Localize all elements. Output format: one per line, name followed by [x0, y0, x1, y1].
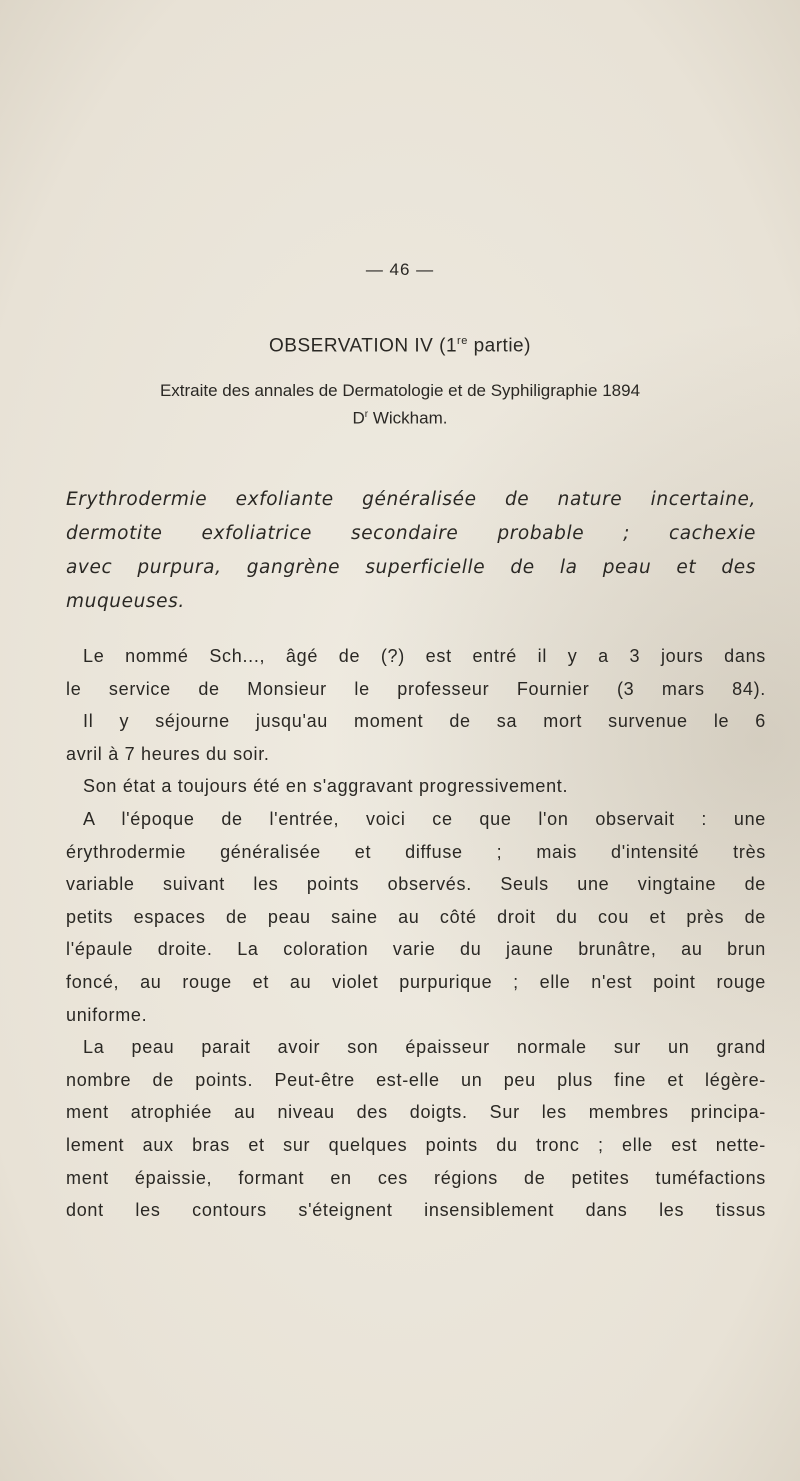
body-line: Le nommé Sch..., âgé de (?) est entré il y a 3 jours dans [83, 646, 766, 666]
observation-title-text: OBSERVATION IV (1 [269, 335, 458, 357]
source-author-sup: r [364, 409, 369, 420]
page-number: — 46 — [365, 260, 435, 279]
observation-title [0, 335, 800, 357]
body-line: le service de Monsieur le professeur Fournier (3 mars 84). [66, 678, 766, 699]
body-line: Il y séjourne jusqu'au moment de sa mort survenue le 6 [83, 711, 766, 732]
observation-title-suffix: partie) [467, 335, 531, 357]
body-line: ment épaissie, formant en ces régions de petites tuméfactions [66, 1167, 766, 1188]
source-reference [0, 379, 800, 431]
source-author-name: Wickham. [368, 408, 448, 428]
body-line: A l'époque de l'entrée, voici ce que l'on observait : une [83, 808, 766, 829]
body-text [66, 640, 766, 1227]
body-line: uniforme. [66, 1004, 148, 1025]
body-line: petits espaces de peau saine au côté droit du cou et près de [66, 906, 766, 927]
heading-line: Erythrodermie exfoliante généralisée de nature incertaine, [66, 489, 756, 510]
body-line: ment atrophiée au niveau des doigts. Sur les membres principa- [66, 1102, 766, 1123]
body-line: avril à 7 heures du soir. [66, 743, 270, 764]
body-line: dont les contours s'éteignent insensiblement dans les tissus [66, 1200, 766, 1221]
body-line: lement aux bras et sur quelques points du tronc ; elle est nette- [66, 1134, 766, 1155]
source-author [0, 403, 800, 431]
source-line: Extraite des annales de Dermatologie et de Syphiligraphie 1894 [159, 381, 641, 400]
body-line: variable suivant les points observés. Seuls une vingtaine de [66, 874, 766, 895]
source-author-prefix: D [352, 408, 365, 428]
body-line: érythrodermie généralisée et diffuse ; mais d'intensité très [66, 841, 766, 862]
heading-line: muqueuses. [66, 591, 185, 612]
body-line: l'épaule droite. La coloration varie du jaune brunâtre, au brun [66, 939, 766, 960]
case-heading [66, 483, 756, 619]
body-line: nombre de points. Peut-être est-elle un peu plus fine et légère- [66, 1069, 766, 1090]
heading-line: dermotite exfoliatrice secondaire probable ; cachexie [66, 523, 756, 544]
body-line: Son état a toujours été en s'aggravant progressivement. [83, 776, 569, 797]
body-line: La peau parait avoir son épaisseur normale sur un grand [83, 1037, 766, 1058]
observation-title-sup: re [457, 335, 468, 347]
heading-line: avec purpura, gangrène superficielle de la peau et des [66, 557, 756, 578]
body-line: foncé, au rouge et au violet purpurique ; elle n'est point rouge [66, 971, 766, 992]
